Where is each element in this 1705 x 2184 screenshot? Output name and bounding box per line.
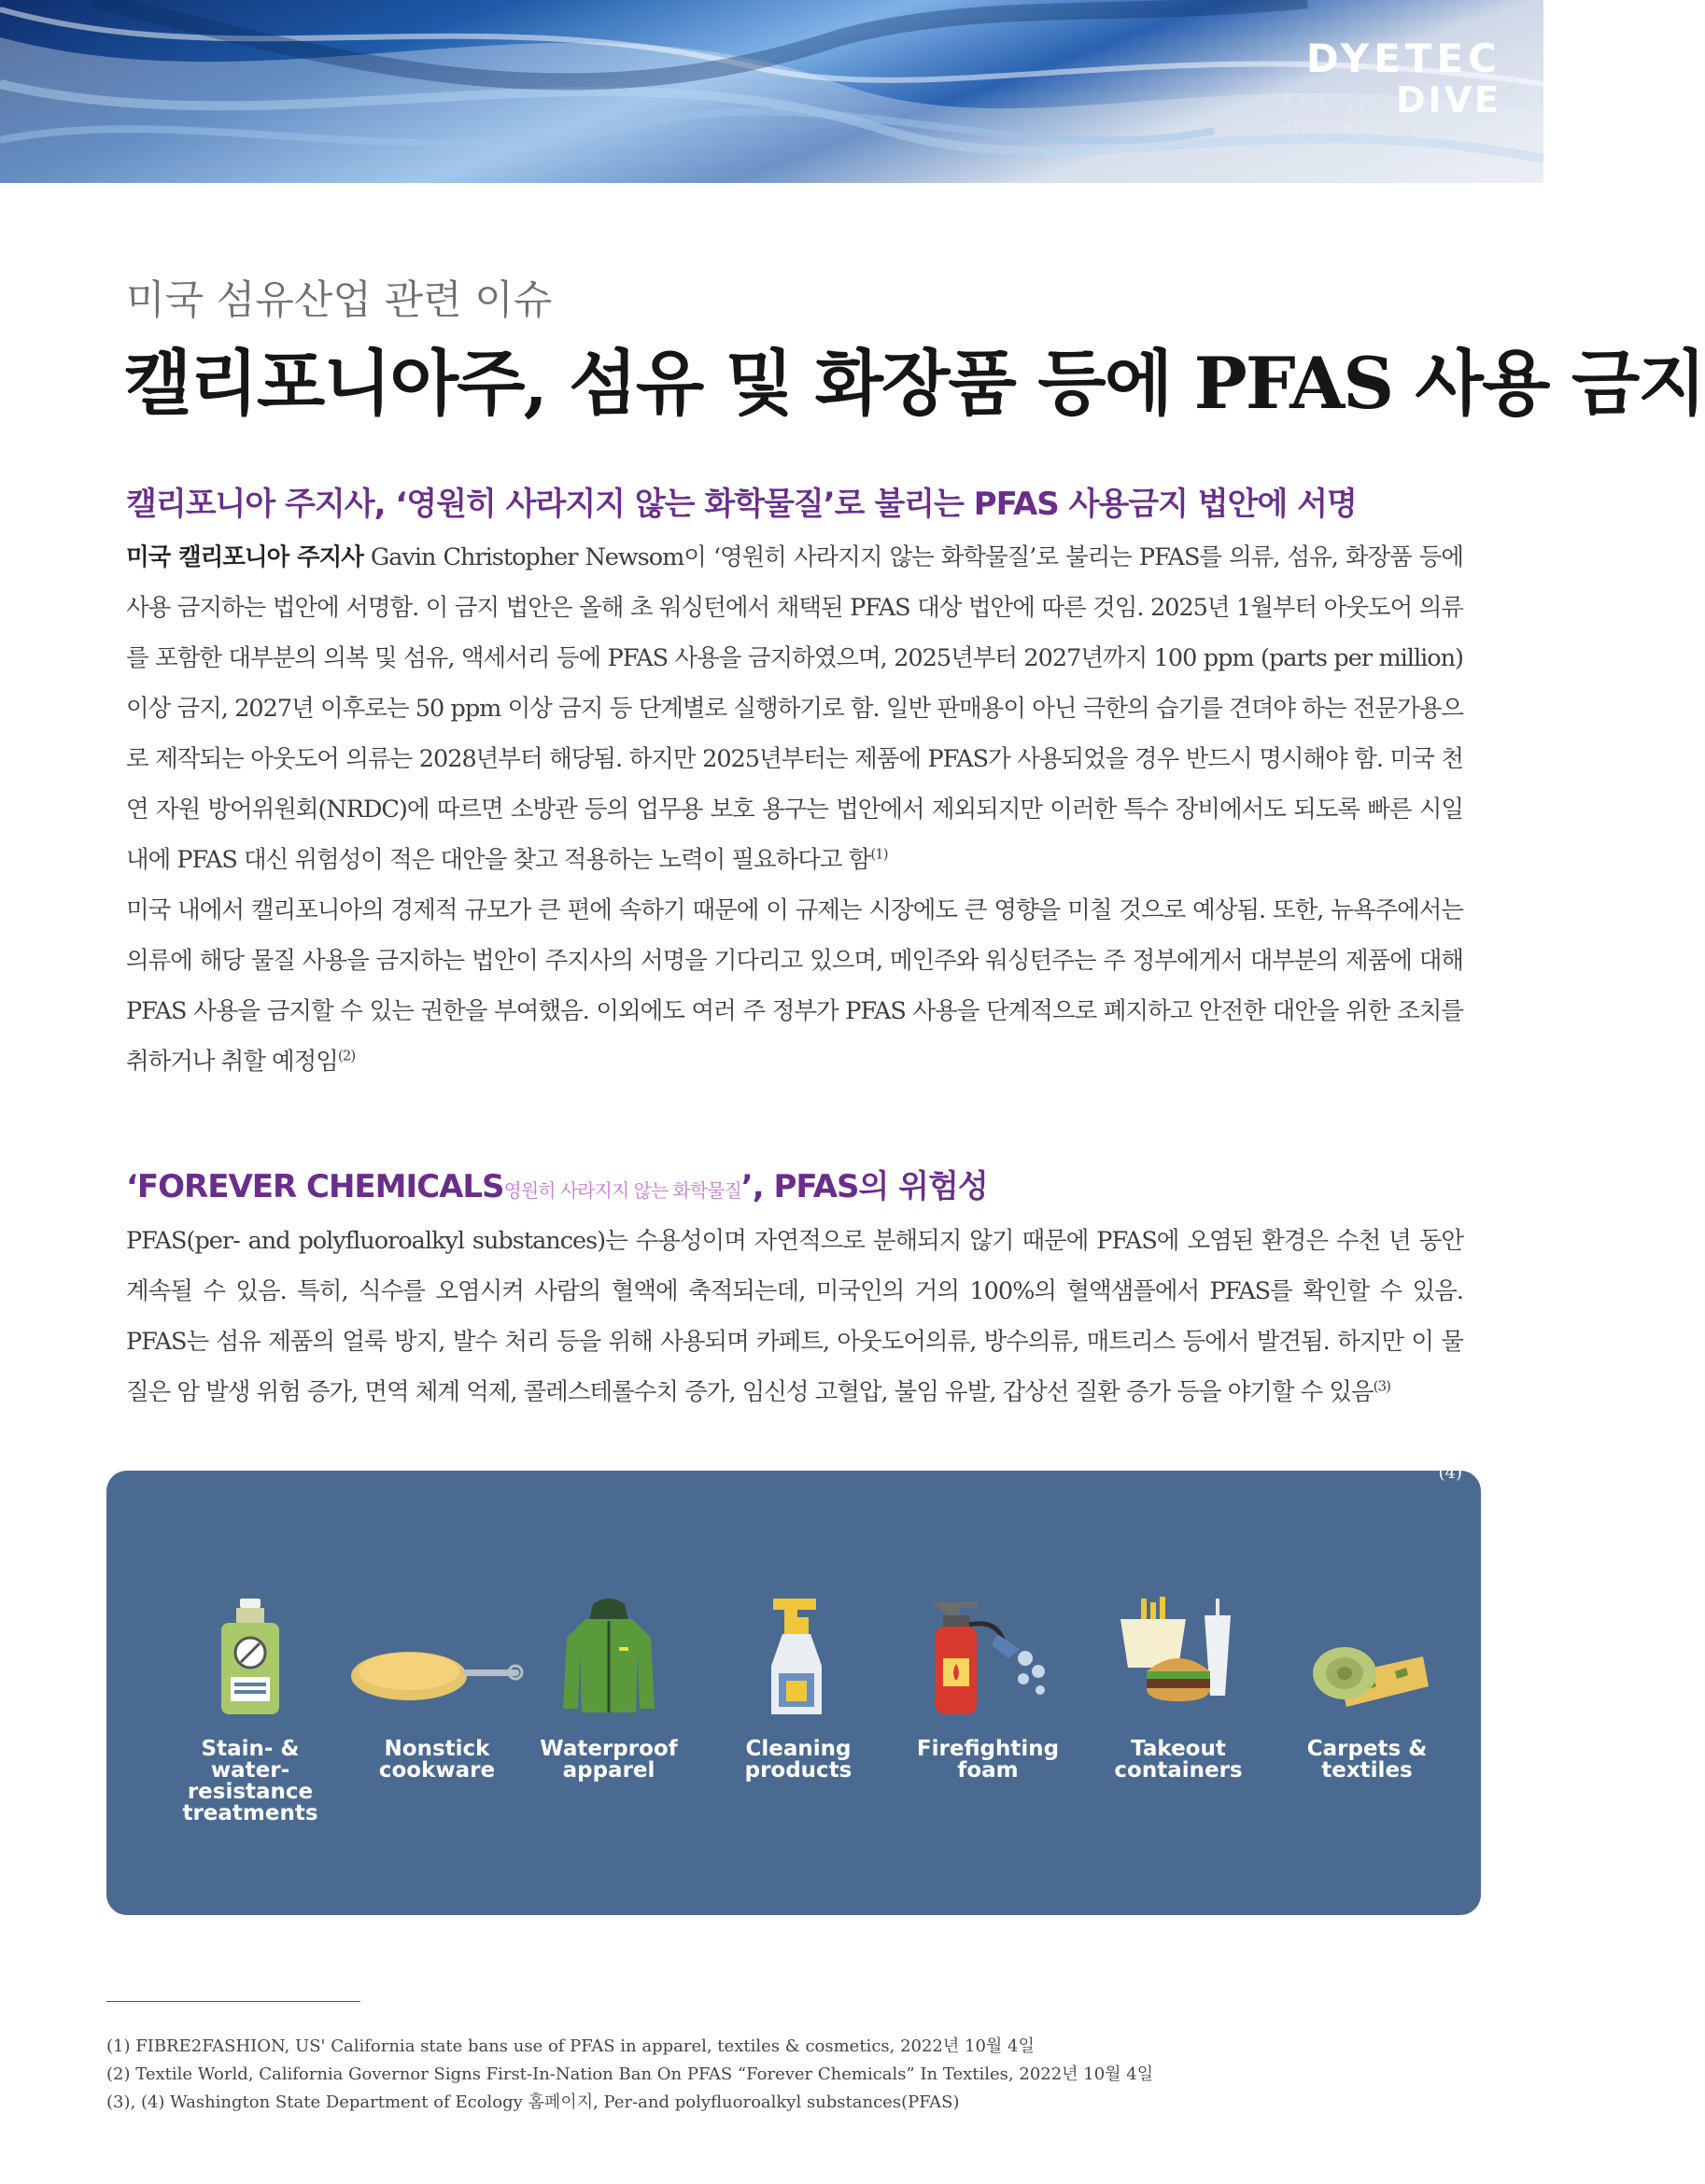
footnotes: [106, 2033, 1153, 2117]
figure-label: Firefighting foam: [916, 1737, 1060, 1782]
footnote-ref-3[interactable]: (3): [1373, 1377, 1390, 1395]
section2-p-text: PFAS(per- and polyfluoroalkyl substances)는 수용성이며 자연적으로 분해되지 않기 때문에 PFAS에 오염된 환경은 수천 년 동안 계속될 수 있음. 특히, 식수를 오염시켜 사람의 혈액에 축적되는데, 미국인의 거의 100%의 혈액샘플에서 PFAS를 확인할 수 있음. PFAS는 섬유 제품의 얼룩 방지, 발수 처리 등을 위해 사용되며 카페트, 아웃도어의류, 방수의류, 매트리스 등에서 발견됨. 하지만 이 물질은 암 발생 위험 증가, 면역 체계 억제, 콜레스테롤수치 증가, 임신성 고혈압, 불임 유발, 갑상선 질환 증가 등을 야기할 수 있음: [126, 1227, 1463, 1406]
figure-item-cleaning-products: [714, 1597, 882, 1782]
figure-item-waterproof-apparel: [525, 1597, 693, 1782]
section2-heading: [126, 1161, 988, 1206]
fire-extinguisher-icon: [923, 1597, 1053, 1718]
cleaner-bottle-icon: [756, 1597, 840, 1718]
section2-heading-main: ‘FOREVER CHEMICALS: [126, 1168, 504, 1205]
brand-url[interactable]: https://dive.dyetec.or.kr: [1275, 121, 1501, 136]
section1-paragraph-1: [126, 532, 1463, 885]
section1-p2-text: 미국 내에서 캘리포니아의 경제적 규모가 큰 편에 속하기 때문에 이 규제는 시장에도 큰 영향을 미칠 것으로 예상됨. 또한, 뉴욕주에서는 의류에 해당 물질 사용을 금지하는 법안이 주지사의 서명을 기다리고 있으며, 메인주와 워싱턴주는 주 정부에게서 대부분의 제품에 대해 PFAS 사용을 금지할 수 있는 권한을 부여했음. 이외에도 여러 주 정부가 PFAS 사용을 단계적으로 폐지하고 안전한 대안을 위한 조치를 취하거나 취할 예정임: [126, 896, 1463, 1076]
section2-heading-small: 영원히 사라지지 않는 화학물질: [503, 1179, 741, 1202]
header-banner: [0, 0, 1543, 183]
jacket-icon: [557, 1597, 660, 1718]
figure-label: Waterproof apparel: [540, 1737, 678, 1782]
figure-item-takeout-containers: [1094, 1597, 1262, 1782]
article-kicker: 미국 섬유산업 관련 이슈: [126, 277, 553, 324]
section2-body: [126, 1216, 1463, 1417]
figure-item-nonstick-cookware: [334, 1597, 540, 1782]
brand-logo: DYETEC: [1305, 35, 1501, 81]
footnote-divider: [106, 2001, 360, 2002]
footnote-1: (1) FIBRE2FASHION, US' California state bans use of PFAS in apparel, textiles & cosmetics, 2022년 10월 4일: [106, 2036, 1035, 2056]
figure-item-stain-treatments: [166, 1597, 334, 1825]
section1-paragraph-2: [126, 885, 1463, 1087]
section1-p1-bold: 미국 캘리포니아 주지사: [126, 543, 363, 571]
takeout-food-icon: [1113, 1597, 1244, 1718]
figure-item-carpets-textiles: [1283, 1597, 1451, 1782]
section1-heading: 캘리포니아 주지사, ‘영원히 사라지지 않는 화학물질’로 불리는 PFAS 사용금지 법안에 서명: [126, 486, 1357, 523]
figure-label: Stain- & water- resistance treatments: [182, 1737, 318, 1825]
footnote-2: (2) Textile World, California Governor Signs First-In-Nation Ban On PFAS “Forever Chemicals” In Textiles, 2022년 10월 4일: [106, 2064, 1154, 2084]
figure-label: Cleaning products: [744, 1737, 852, 1782]
brand-block: [1275, 35, 1501, 136]
brand-sub-dive: DIVE: [1395, 79, 1501, 120]
pfas-products-figure: [106, 1463, 1481, 1915]
section1-body: [126, 532, 1463, 1087]
figure-ref: (4): [1438, 1463, 1462, 1483]
figure-label: Nonstick cookware: [378, 1737, 496, 1782]
brand-sub-fabric: FABRIC: [1281, 91, 1390, 119]
brand-subtitle: [1275, 79, 1501, 120]
section2-heading-end: ’, PFAS의 위험성: [740, 1168, 988, 1205]
frying-pan-icon: [344, 1597, 530, 1718]
figure-label: Takeout containers: [1114, 1737, 1243, 1782]
footnote-3: (3), (4) Washington State Department of Ecology 홈페이지, Per-and polyfluoroalkyl substances(PFAS): [106, 2092, 960, 2112]
page-title: 캘리포니아주, 섬유 및 화장품 등에 PFAS 사용 금지: [123, 342, 1705, 425]
footnote-ref-2[interactable]: (2): [337, 1047, 356, 1064]
figure-item-firefighting-foam: [904, 1597, 1072, 1782]
footnote-ref-1[interactable]: (1): [870, 845, 888, 863]
section2-paragraph: [126, 1216, 1463, 1417]
figure-label: Carpets & textiles: [1306, 1737, 1428, 1782]
rolled-carpet-icon: [1302, 1597, 1432, 1718]
section1-p1-text: Gavin Christopher Newsom이 ‘영원히 사라지지 않는 화학물질’로 불리는 PFAS를 의류, 섬유, 화장품 등에 사용 금지하는 법안에 서명함. 이 금지 법안은 올해 초 워싱턴에서 채택된 PFAS 대상 법안에 따른 것임. 2025년 1월부터 아웃도어 의류를 포함한 대부분의 의복 및 섬유, 액세서리 등에 PFAS 사용을 금지하였으며, 2025년부터 2027년까지 100 ppm (parts per million) 이상 금지, 2027년 이후로는 50 ppm 이상 금지 등 단계별로 실행하기로 함. 일반 판매용이 아닌 극한의 습기를 견뎌야 하는 전문가용으로 제작되는 아웃도어 의류는 2028년부터 해당됨. 하지만 2025년부터는 제품에 PFAS가 사용되었을 경우 반드시 명시해야 함. 미국 천연 자원 방어위원회(NRDC)에 따르면 소방관 등의 업무용 보호 용구는 법안에서 제외되지만 이러한 특수 장비에서도 되도록 빠른 시일 내에 PFAS 대신 위험성이 적은 대안을 찾고 적용하는 노력이 필요하다고 함: [126, 543, 1463, 874]
spray-bottle-icon: [208, 1597, 292, 1718]
